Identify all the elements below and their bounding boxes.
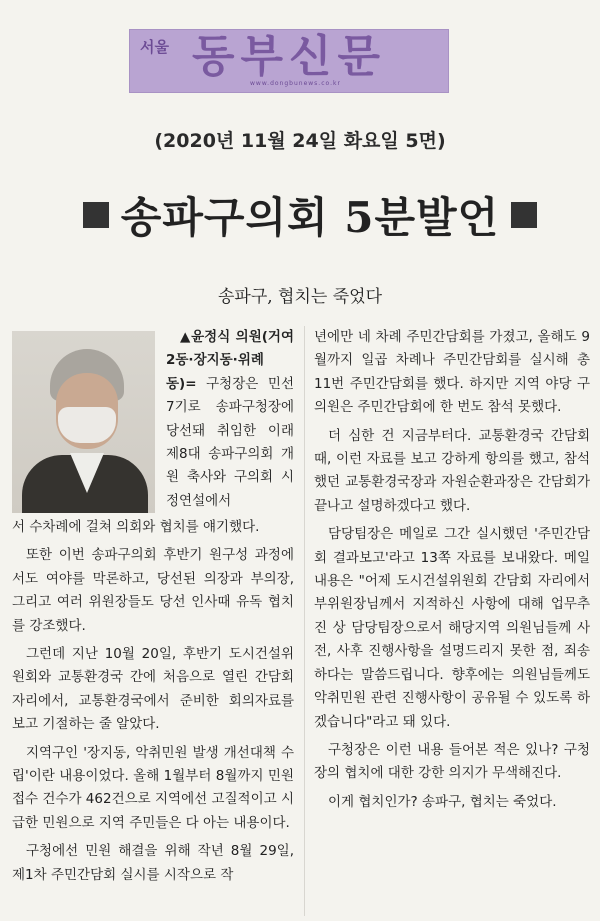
article-subtitle: 송파구, 협치는 죽었다 (217, 287, 382, 307)
masthead-title: 동부신문 (192, 31, 387, 82)
paragraph: 또한 이번 송파구의회 후반기 원구성 과정에서도 여야를 막론하고, 당선된 의장과 부의장, 그리고 여러 위원장들도 당선 인사때 유독 협치를 강조했다. (12, 547, 294, 634)
article-column-1 (12, 516, 294, 892)
speaker-photo (12, 331, 155, 513)
paragraph: 담당팀장은 메일로 그간 실시했던 '주민간담회 결과보고'라고 13쪽 자료를 보내왔다. 메일 내용은 "어제 도시건설위원회 간담회 자리에서 부위원장님께서 지적하신 사항에 대해 업무추진 상 담당팀장으로서 해당지역 의원님들께 사전, 사후 진행사항을 설명드리지 못한 점, 죄송하다는 말씀드립니다. 향후에는 의원님들께도 악취민원 관련 진행사항이 공유될 수 있도록 하겠습니다"라고 돼 있다. (314, 526, 590, 730)
article-column-2 (314, 326, 590, 819)
paragraph: 구청장은 이런 내용 들어본 적은 있나? 구청장의 협치에 대한 강한 의지가 무색해진다. (314, 741, 590, 782)
newspaper-masthead (129, 29, 449, 93)
column-divider (304, 326, 305, 916)
article-lead (166, 326, 294, 513)
paragraph: 그런데 지난 10월 20일, 후반기 도시건설위원회와 교통환경국 간에 처음으로 열린 간담회 자리에서, 교통환경국에서 준비한 회의자료를 보고 기절하는 줄 알았다. (12, 646, 294, 733)
paragraph: 지역구인 '장지동, 악취민원 발생 개선대책 수립'이란 내용이었다. 올해 1월부터 8월까지 민원접수 건수가 462건으로 지역에선 고질적이고 시급한 민원으로 지역 주민들은 다 아는 내용이다. (12, 744, 294, 831)
headline-text: 송파구의회 5분발언 (120, 193, 500, 242)
paragraph: 년에만 네 차례 주민간담회를 가졌고, 올해도 9월까지 일곱 차례나 주민간담회를 실시해 총 11번 주민간담회를 했다. 하지만 지역 야당 구의원은 주민간담회에 한 번도 참석 못했다. (314, 329, 590, 416)
masthead-url: www.dongbunews.co.kr (250, 80, 341, 87)
paragraph: 구청에선 민원 해결을 위해 작년 8월 29일, 제1차 주민간담회 실시를 시작으로 작 (12, 843, 294, 883)
lead-text: 구청장은 민선 7기로 송파구청장에 당선돼 취임한 이래 제8대 송파구의회 개원 축사와 구의회 시정연설에서 (166, 375, 294, 509)
square-bullet-icon (83, 202, 109, 228)
paragraph: 서 수차례에 걸쳐 의회와 협치를 얘기했다. (12, 519, 260, 535)
masthead-region: 서울 (140, 38, 169, 56)
paragraph: 더 심한 건 지금부터다. 교통환경국 간담회 때, 이런 자료를 보고 강하게 항의를 했고, 참석했던 교통환경국장과 자원순환과장은 간담회가 끝나고 설명하겠다고 했다. (314, 427, 590, 514)
headline (40, 185, 580, 245)
paragraph: 이게 협치인가? 송파구, 협치는 죽었다. (328, 793, 557, 810)
speaker-name: ▲윤정식 의원(거여2동·장지동·위례동)= (166, 329, 294, 392)
square-bullet-icon (511, 202, 537, 228)
publication-date: (2020년 11월 24일 화요일 5면) (154, 130, 446, 152)
